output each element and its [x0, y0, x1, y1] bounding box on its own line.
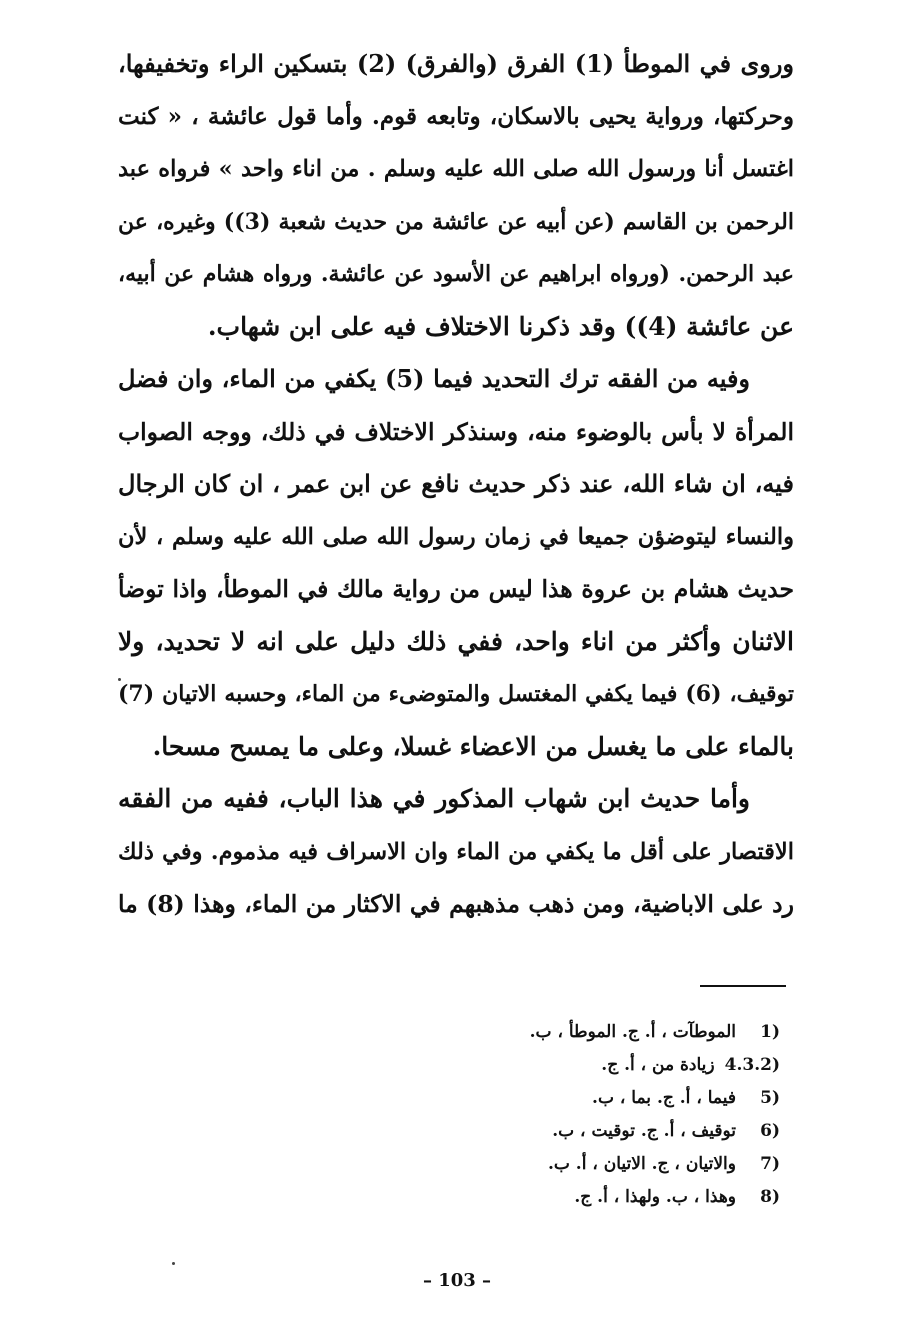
text-line: حديث هشام بن عروة هذا ليس من رواية مالك في الموطأ، واذا توضأ	[118, 575, 794, 603]
footnote-number: 6)	[760, 1121, 780, 1141]
footnote-text: الموطآت ، أ. ج. الموطأ ، ب.	[529, 1022, 736, 1042]
footnote-text: والاتيان ، ج. الاتيان ، أ. ب.	[547, 1154, 736, 1174]
footnote	[530, 1049, 780, 1082]
footnote	[530, 1148, 780, 1181]
footnote-text: زيادة من ، أ. ج.	[601, 1055, 715, 1075]
footnote	[530, 1181, 780, 1214]
text-line: رد على الاباضية، ومن ذهب مذهبهم في الاكثار من الماء، وهذا (8) ما	[118, 890, 794, 918]
footnote-text: وهذا ، ب. ولهذا ، أ. ج.	[574, 1187, 736, 1207]
footnote-text: توقيف ، أ. ج. توقيت ، ب.	[552, 1121, 736, 1141]
scan-speck	[172, 1262, 175, 1265]
text-line: فيه، ان شاء الله، عند ذكر حديث نافع عن ابن عمر ، ان كان الرجال	[118, 469, 794, 498]
footnote-number: 8)	[760, 1187, 780, 1207]
text-line: وروى في الموطأ (1) الفرق (والفرق) (2) بتسكين الراء وتخفيفها،	[118, 49, 795, 78]
footnote-number: 4.3.2)	[724, 1055, 780, 1075]
footnote-separator	[700, 985, 786, 987]
text-line: عبد الرحمن. (ورواه ابراهيم عن الأسود عن عائشة. ورواه هشام عن أبيه،	[118, 261, 794, 287]
footnote-number: 7)	[760, 1154, 780, 1174]
text-line: وحركتها، ورواية يحيى بالاسكان، وتابعه قوم. وأما قول عائشة ، « كنت	[118, 102, 794, 130]
text-line: اغتسل أنا ورسول الله صلى الله عليه وسلم . من اناء واحد » فرواه عبد	[118, 156, 794, 182]
page-number: – 103 –	[422, 1270, 492, 1291]
footnote-number: 5)	[760, 1088, 780, 1108]
footnotes	[530, 1016, 780, 1214]
footnote	[530, 1016, 780, 1049]
text-line: توقيف، (6) فيما يكفي المغتسل والمتوضىء من الماء، وحسبه الاتيان (7)	[118, 681, 794, 707]
footnote	[530, 1082, 780, 1115]
footnote-text: فيما ، أ. ج. بما ، ب.	[592, 1088, 736, 1108]
footnote	[530, 1115, 780, 1148]
main-text	[118, 38, 794, 931]
text-line: وفيه من الفقه ترك التحديد فيما (5) يكفي من الماء، وان فضل	[118, 364, 751, 393]
footnote-number: 1)	[760, 1022, 780, 1042]
text-line: بالماء على ما يغسل من الاعضاء غسلا، وعلى ما يمسح مسحا.	[152, 731, 794, 761]
scan-speck	[118, 678, 121, 681]
text-line: الرحمن بن القاسم (عن أبيه عن عائشة من حديث شعبة (3)) وغيره، عن	[118, 208, 795, 235]
text-line: الاقتصار على أقل ما يكفي من الماء وان الاسراف فيه مذموم. وفي ذلك	[118, 838, 794, 865]
text-line: الاثنان وأكثر من اناء واحد، ففي ذلك دليل على انه لا تحديد، ولا	[118, 626, 794, 656]
text-line: وأما حديث ابن شهاب المذكور في هذا الباب، ففيه من الفقه	[118, 784, 750, 813]
text-line: والنساء ليتوضؤن جميعا في زمان رسول الله صلى الله عليه وسلم ، لأن	[118, 523, 794, 550]
text-line: عن عائشة (4)) وقد ذكرنا الاختلاف فيه على ابن شهاب.	[207, 311, 794, 341]
text-line: المرأة لا بأس بالوضوء منه، وسنذكر الاختلاف في ذلك، ووجه الصواب	[118, 417, 794, 446]
